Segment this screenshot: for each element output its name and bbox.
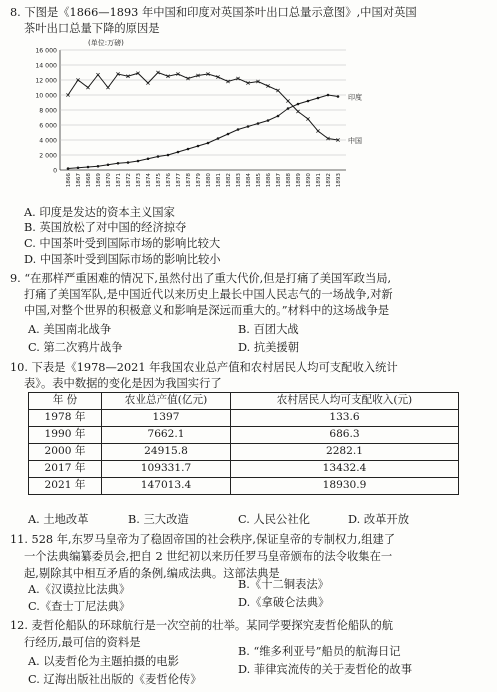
x-tick-label: 1888 [286, 173, 292, 188]
x-tick-label: 1893 [336, 173, 342, 188]
series-label: 中国 [348, 137, 362, 145]
data-point [87, 166, 90, 169]
table-header: 农业总产值(亿元) [102, 393, 231, 410]
x-tick-label: 1882 [226, 173, 232, 188]
table-cell: 1397 [102, 410, 231, 427]
x-tick-label: 1868 [86, 173, 92, 188]
q9-stem-line1: 9. “在那样严重困难的情况下,虽然付出了重大代价,但是打痛了美国军政当局, [10, 272, 392, 285]
chart-ylabel: (单位:万磅) [88, 39, 124, 47]
data-point [86, 86, 89, 89]
table-cell: 1978 年 [29, 410, 102, 427]
x-tick-label: 1870 [106, 173, 112, 188]
data-point [277, 115, 280, 118]
q9-stem-line2: 打痛了美国军队,是中国近代以来历史上最长中国人民志气的一场战争,对新 [24, 288, 393, 301]
x-tick-label: 1879 [196, 173, 202, 188]
q9-option-d[interactable]: D. 抗美援朝 [238, 341, 300, 354]
q10-option-d[interactable]: D. 改革开放 [348, 513, 410, 526]
q11-option-d[interactable]: D.《拿破仑法典》 [238, 596, 330, 609]
x-tick-label: 1889 [296, 173, 302, 188]
data-point [307, 100, 310, 103]
table-cell: 109331.7 [102, 461, 231, 478]
data-point [147, 157, 150, 160]
data-point [127, 161, 130, 164]
y-tick-label: 14 000 [35, 62, 57, 70]
y-tick-label: 16 000 [35, 47, 57, 55]
x-tick-label: 1885 [256, 173, 262, 188]
q9-option-c[interactable]: C. 第二次鸦片战争 [28, 341, 123, 354]
data-point [337, 95, 340, 98]
x-tick-label: 1880 [206, 173, 212, 188]
x-tick-label: 1875 [156, 173, 162, 188]
q9-option-b[interactable]: B. 百团大战 [238, 323, 299, 336]
data-point [106, 86, 109, 89]
table-cell: 2000 年 [29, 444, 102, 461]
data-point [107, 163, 110, 166]
x-tick-label: 1867 [76, 173, 82, 188]
data-point [296, 110, 299, 113]
x-tick-label: 1872 [126, 173, 132, 188]
y-tick-label: 0 [53, 167, 57, 175]
q11-stem-line2: 一个法典编纂委员会,把自 2 世纪初以来历任罗马皇帝颁布的法令收集在一 [24, 550, 393, 563]
y-tick-label: 12 000 [35, 77, 57, 85]
x-tick-label: 1869 [96, 173, 102, 188]
q8-stem-line2: 茶叶出口总量下降的原因是 [24, 22, 160, 35]
q12-stem-line2: 行经历,最可信的资料是 [24, 636, 141, 649]
q8-stem-line1: 8. 下图是《1866—1893 年中国和印度对英国茶叶出口总量示意图》,中国对英国 [10, 6, 417, 19]
table-cell: 13432.4 [231, 461, 459, 478]
data-point [96, 73, 99, 76]
data-point [317, 97, 320, 100]
x-tick-label: 1876 [166, 173, 172, 188]
series-line-china [68, 73, 338, 141]
q8-option-a[interactable]: A. 印度是发达的资本主义国家 [24, 206, 175, 219]
data-point [137, 160, 140, 163]
table-cell: 2282.1 [231, 444, 459, 461]
x-tick-label: 1873 [136, 173, 142, 188]
table-row [29, 427, 459, 444]
y-tick-label: 6 000 [39, 122, 57, 130]
q10-stem-line1: 10. 下表是《1978—2021 年我国农业总产值和农村居民人均可支配收入统计 [10, 361, 398, 374]
data-point [67, 167, 70, 170]
table-row [29, 444, 459, 461]
q10-option-b[interactable]: B. 三大改造 [128, 513, 189, 526]
x-tick-label: 1892 [326, 173, 332, 188]
data-point [117, 162, 120, 165]
q12-option-b[interactable]: B. “维多利亚号”船员的航海日记 [238, 645, 401, 658]
data-point [197, 145, 200, 148]
table-header-row [29, 393, 459, 410]
q11-option-c[interactable]: C.《查士丁尼法典》 [28, 600, 131, 613]
q11-option-a[interactable]: A.《汉谟拉比法典》 [28, 583, 131, 596]
data-point [167, 154, 170, 157]
q10-table [28, 392, 459, 495]
table-header: 年 份 [29, 393, 102, 410]
x-tick-label: 1874 [146, 173, 152, 188]
q12-option-d[interactable]: D. 菲律宾流传的关于麦哲伦的故事 [238, 663, 412, 676]
data-point [247, 125, 250, 128]
q10-option-c[interactable]: C. 人民公社化 [238, 513, 310, 526]
data-point [297, 103, 300, 106]
table-cell: 686.3 [231, 427, 459, 444]
table-cell: 2017 年 [29, 461, 102, 478]
data-point [257, 122, 260, 125]
q9-option-a[interactable]: A. 美国南北战争 [28, 323, 112, 336]
series-line-india [68, 95, 338, 169]
x-tick-label: 1886 [266, 173, 272, 188]
data-point [177, 151, 180, 154]
data-point [237, 128, 240, 131]
q8-option-c[interactable]: C. 中国茶叶受到国际市场的影响比较大 [24, 237, 221, 250]
data-point [286, 99, 289, 102]
table-row [29, 410, 459, 427]
data-point [97, 165, 100, 168]
q12-option-a[interactable]: A. 以麦哲伦为主题拍摄的电影 [28, 655, 179, 668]
data-point [316, 129, 319, 132]
x-tick-label: 1871 [116, 173, 122, 188]
x-tick-label: 1881 [216, 173, 222, 188]
q11-option-b[interactable]: B.《十二铜表法》 [238, 578, 329, 591]
table-cell: 133.6 [231, 410, 459, 427]
x-tick-label: 1887 [276, 173, 282, 188]
y-tick-label: 10 000 [35, 92, 57, 100]
data-point [227, 133, 230, 136]
q10-option-a[interactable]: A. 土地改革 [28, 513, 89, 526]
data-point [327, 94, 330, 97]
data-point [207, 142, 210, 145]
table-cell: 7662.1 [102, 427, 231, 444]
table-cell: 147013.4 [102, 478, 231, 495]
data-point [287, 107, 290, 110]
data-point [217, 137, 220, 140]
data-point [157, 155, 160, 158]
q12-stem-line1: 12. 麦哲伦船队的环球航行是一次空前的壮举。某同学要探究麦哲伦船队的航 [10, 619, 394, 632]
x-tick-label: 1878 [186, 173, 192, 188]
series-label: 印度 [348, 93, 362, 102]
table-cell: 2021 年 [29, 478, 102, 495]
y-tick-label: 4 000 [39, 137, 57, 145]
x-tick-label: 1890 [306, 173, 312, 188]
q10-stem-line2: 表》。表中数据的变化是因为我国实行了 [24, 377, 222, 390]
x-tick-label: 1883 [236, 173, 242, 188]
data-point [77, 166, 80, 169]
data-point [267, 119, 270, 122]
q9-stem-line3: 中国,对整个世界的积极意义和影响是深远而重大的。”材料中的这场战争是 [24, 304, 390, 317]
q11-stem-line1: 11. 528 年,东罗马皇帝为了稳固帝国的社会秩序,保证皇帝的专制权力,组建了 [10, 533, 396, 546]
x-tick-label: 1877 [176, 173, 182, 188]
table-row [29, 478, 459, 495]
table-row [29, 461, 459, 478]
y-tick-label: 8 000 [39, 107, 57, 115]
table-cell: 1990 年 [29, 427, 102, 444]
x-tick-label: 1891 [316, 173, 322, 188]
q8-option-b[interactable]: B. 英国放松了对中国的经济掠夺 [24, 221, 187, 234]
table-cell: 24915.8 [102, 444, 231, 461]
data-point [306, 117, 309, 120]
q12-option-c[interactable]: C. 辽海出版社出版的《麦哲伦传》 [28, 673, 202, 686]
q8-option-d[interactable]: D. 中国茶叶受到国际市场的影响比较小 [24, 253, 221, 266]
data-point [146, 81, 149, 84]
q11-stem-line3: 起,剔除其中相互矛盾的条例,编成法典。这部法典是 [24, 567, 280, 580]
x-tick-label: 1866 [66, 173, 72, 188]
x-tick-label: 1884 [246, 173, 252, 188]
tea-export-chart [24, 36, 364, 204]
table-header: 农村居民人均可支配收入(元) [231, 393, 459, 410]
data-point [187, 148, 190, 151]
table-cell: 18930.9 [231, 478, 459, 495]
y-tick-label: 2 000 [39, 152, 57, 160]
